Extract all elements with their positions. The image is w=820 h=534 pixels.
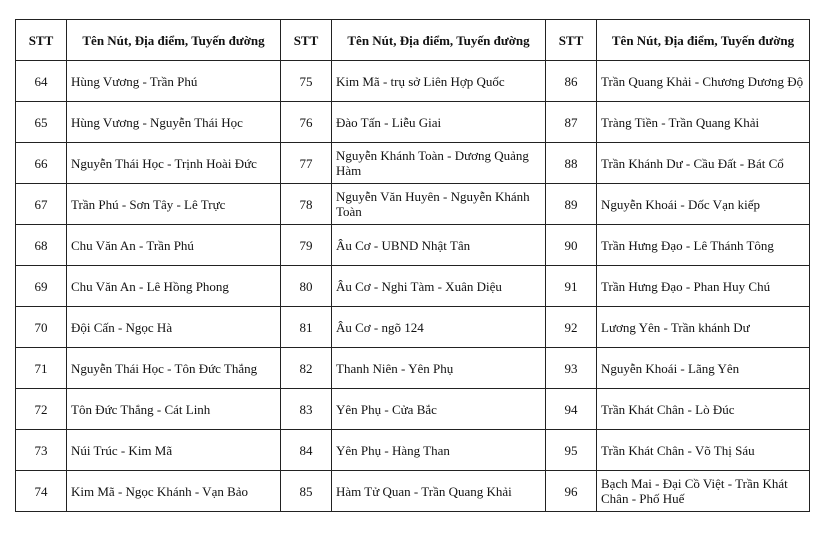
- stt-cell: 70: [16, 307, 67, 348]
- location-cell: Yên Phụ - Cửa Bắc: [332, 389, 546, 430]
- table-row: [16, 307, 810, 348]
- location-cell: Âu Cơ - Nghi Tàm - Xuân Diệu: [332, 266, 546, 307]
- location-cell: Thanh Niên - Yên Phụ: [332, 348, 546, 389]
- stt-cell: 77: [281, 143, 332, 184]
- stt-cell: 95: [546, 430, 597, 471]
- stt-cell: 66: [16, 143, 67, 184]
- location-cell: Trần Hưng Đạo - Lê Thánh Tông: [597, 225, 810, 266]
- stt-cell: 81: [281, 307, 332, 348]
- stt-cell: 76: [281, 102, 332, 143]
- stt-cell: 71: [16, 348, 67, 389]
- location-cell: Nguyễn Khoái - Lãng Yên: [597, 348, 810, 389]
- table-row: [16, 184, 810, 225]
- stt-cell: 90: [546, 225, 597, 266]
- header-name: Tên Nút, Địa điểm, Tuyến đường: [67, 20, 281, 61]
- stt-cell: 83: [281, 389, 332, 430]
- location-cell: Kim Mã - trụ sở Liên Hợp Quốc: [332, 61, 546, 102]
- stt-cell: 79: [281, 225, 332, 266]
- stt-cell: 74: [16, 471, 67, 512]
- stt-cell: 88: [546, 143, 597, 184]
- stt-cell: 80: [281, 266, 332, 307]
- table-row: [16, 471, 810, 512]
- location-cell: Âu Cơ - UBND Nhật Tân: [332, 225, 546, 266]
- stt-cell: 73: [16, 430, 67, 471]
- location-cell: Hùng Vương - Nguyễn Thái Học: [67, 102, 281, 143]
- location-cell: Âu Cơ - ngõ 124: [332, 307, 546, 348]
- location-cell: Hàm Tử Quan - Trần Quang Khải: [332, 471, 546, 512]
- location-cell: Tôn Đức Thắng - Cát Linh: [67, 389, 281, 430]
- location-cell: Hùng Vương - Trần Phú: [67, 61, 281, 102]
- table-body: [16, 61, 810, 512]
- stt-cell: 94: [546, 389, 597, 430]
- location-cell: Nguyễn Khánh Toàn - Dương Quảng Hàm: [332, 143, 546, 184]
- location-cell: Tràng Tiền - Trần Quang Khải: [597, 102, 810, 143]
- stt-cell: 87: [546, 102, 597, 143]
- location-cell: Chu Văn An - Trần Phú: [67, 225, 281, 266]
- stt-cell: 72: [16, 389, 67, 430]
- location-cell: Trần Khánh Dư - Cầu Đất - Bát Cổ: [597, 143, 810, 184]
- table-row: [16, 348, 810, 389]
- location-cell: Trần Hưng Đạo - Phan Huy Chú: [597, 266, 810, 307]
- stt-cell: 64: [16, 61, 67, 102]
- location-cell: Bạch Mai - Đại Cồ Việt - Trần Khát Chân - Phố Huế: [597, 471, 810, 512]
- intersection-table: [15, 19, 810, 512]
- location-cell: Nguyễn Thái Học - Tôn Đức Thắng: [67, 348, 281, 389]
- header-row: [16, 20, 810, 61]
- table-row: [16, 61, 810, 102]
- stt-cell: 91: [546, 266, 597, 307]
- stt-cell: 68: [16, 225, 67, 266]
- stt-cell: 82: [281, 348, 332, 389]
- header-stt: STT: [281, 20, 332, 61]
- stt-cell: 75: [281, 61, 332, 102]
- stt-cell: 65: [16, 102, 67, 143]
- table-row: [16, 389, 810, 430]
- stt-cell: 96: [546, 471, 597, 512]
- stt-cell: 84: [281, 430, 332, 471]
- header-stt: STT: [546, 20, 597, 61]
- table-row: [16, 430, 810, 471]
- header-name: Tên Nút, Địa điểm, Tuyến đường: [332, 20, 546, 61]
- location-cell: Nguyễn Khoái - Dốc Vạn kiếp: [597, 184, 810, 225]
- stt-cell: 69: [16, 266, 67, 307]
- table-row: [16, 102, 810, 143]
- stt-cell: 85: [281, 471, 332, 512]
- stt-cell: 92: [546, 307, 597, 348]
- location-cell: Kim Mã - Ngọc Khánh - Vạn Bảo: [67, 471, 281, 512]
- header-stt: STT: [16, 20, 67, 61]
- table-row: [16, 266, 810, 307]
- location-cell: Chu Văn An - Lê Hồng Phong: [67, 266, 281, 307]
- stt-cell: 78: [281, 184, 332, 225]
- stt-cell: 86: [546, 61, 597, 102]
- location-cell: Đào Tấn - Liễu Giai: [332, 102, 546, 143]
- header-name: Tên Nút, Địa điểm, Tuyến đường: [597, 20, 810, 61]
- location-cell: Lương Yên - Trần khánh Dư: [597, 307, 810, 348]
- table-row: [16, 225, 810, 266]
- location-cell: Trần Phú - Sơn Tây - Lê Trực: [67, 184, 281, 225]
- stt-cell: 93: [546, 348, 597, 389]
- location-cell: Trần Khát Chân - Lò Đúc: [597, 389, 810, 430]
- location-cell: Núi Trúc - Kim Mã: [67, 430, 281, 471]
- stt-cell: 89: [546, 184, 597, 225]
- stt-cell: 67: [16, 184, 67, 225]
- location-cell: Nguyễn Văn Huyên - Nguyễn Khánh Toàn: [332, 184, 546, 225]
- location-cell: Yên Phụ - Hàng Than: [332, 430, 546, 471]
- location-cell: Nguyễn Thái Học - Trịnh Hoài Đức: [67, 143, 281, 184]
- table-row: [16, 143, 810, 184]
- location-cell: Trần Khát Chân - Võ Thị Sáu: [597, 430, 810, 471]
- location-cell: Trần Quang Khải - Chương Dương Độ: [597, 61, 810, 102]
- location-cell: Đội Cấn - Ngọc Hà: [67, 307, 281, 348]
